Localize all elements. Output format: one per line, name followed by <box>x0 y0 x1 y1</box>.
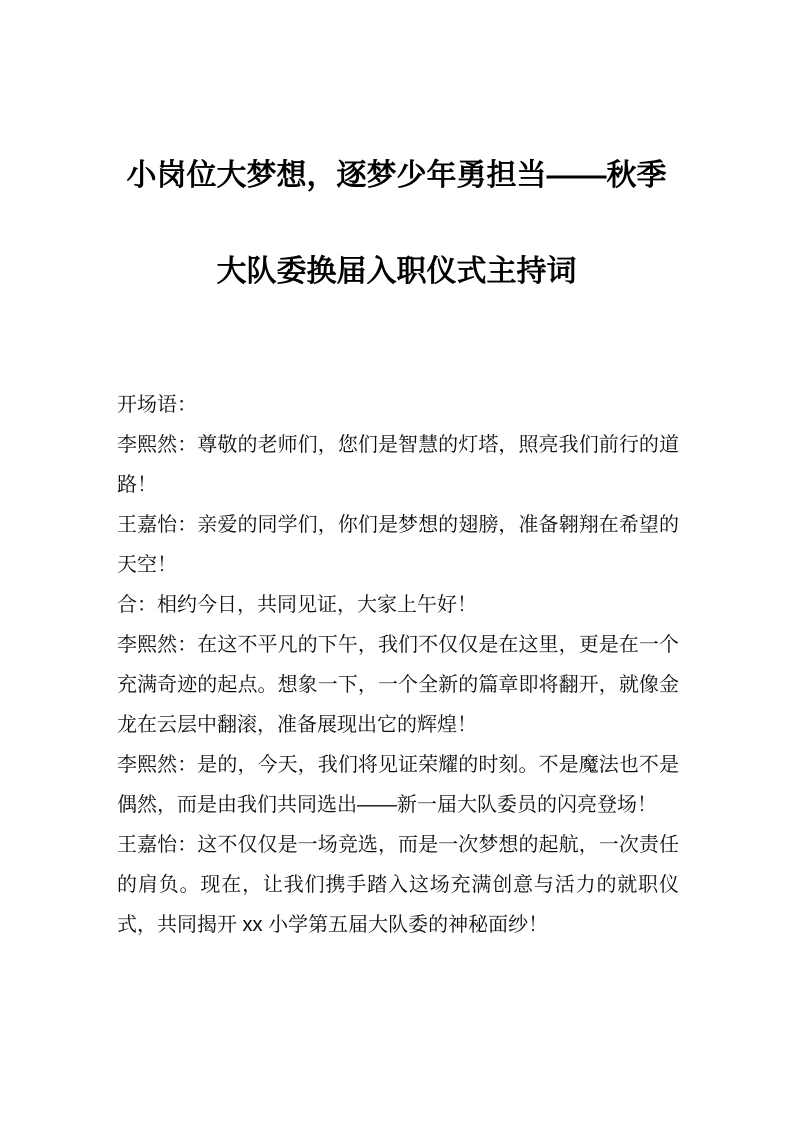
document-title-line-1: 小岗位大梦想，逐梦少年勇担当——秋季 <box>126 159 667 192</box>
paragraph-opening-label: 开场语： <box>117 394 197 416</box>
paragraph-lixiran-2: 李熙然：在这不平凡的下午，我们不仅仅是在这里，更是在一个充满奇迹的起点。想象一下，一个全新的篇章即将翻开，就像金龙在云层中翻滚，准备展现出它的辉煌！ <box>117 634 679 736</box>
paragraph-wangjiayi-1: 王嘉怡：亲爱的同学们，你们是梦想的翅膀，准备翱翔在希望的天空！ <box>117 514 679 576</box>
paragraph-lixiran-3: 李熙然：是的，今天，我们将见证荣耀的时刻。不是魔法也不是偶然，而是由我们共同选出——新一届大队委员的闪亮登场！ <box>117 754 679 816</box>
paragraph-together-1: 合：相约今日，共同见证，大家上午好！ <box>117 594 477 616</box>
paragraph-lixiran-1: 李熙然：尊敬的老师们，您们是智慧的灯塔，照亮我们前行的道路！ <box>117 434 679 496</box>
document-title-line-2: 大队委换届入职仪式主持词 <box>216 255 577 288</box>
document-title <box>110 128 683 320</box>
paragraph-wangjiayi-2: 王嘉怡：这不仅仅是一场竞选，而是一次梦想的起航，一次责任的肩负。现在，让我们携手踏入这场充满创意与活力的就职仪式，共同揭开 xx 小学第五届大队委的神秘面纱！ <box>117 834 679 936</box>
document-body <box>117 385 679 945</box>
